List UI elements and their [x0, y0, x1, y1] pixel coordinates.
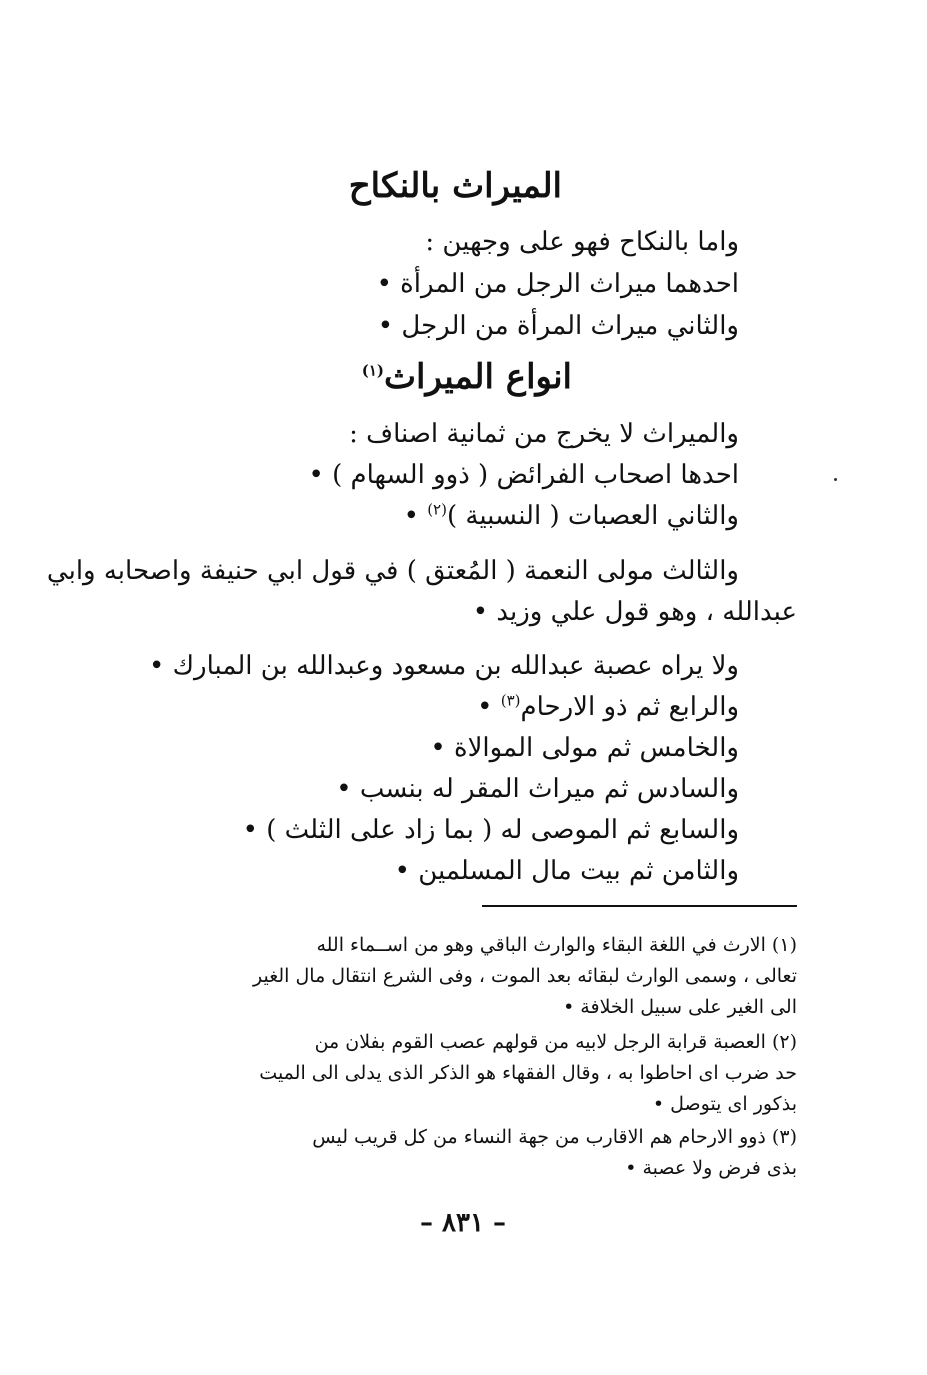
- intro-line-3: والثاني ميراث المرأة من الرجل •: [377, 311, 739, 341]
- footnote-marker-3: (٣): [500, 691, 521, 710]
- type-3-line-1: والثالث مولى النعمة ( المُعتق ) في قول ابي حنيفة واصحابه وابي: [46, 556, 739, 586]
- type-4-line: [477, 687, 739, 727]
- footnote-3-line-1: (٣) ذوو الارحام هم الاقارب من جهة النساء من كل قريب ليس: [312, 1126, 797, 1148]
- intro-line-1: واما بالنكاح فهو على وجهين :: [425, 227, 739, 257]
- footnote-separator: [482, 905, 797, 907]
- type-5-line: والخامس ثم مولى الموالاة •: [430, 733, 739, 763]
- type-7-line: والسابع ثم الموصى له ( بما زاد على الثلث ) •: [242, 815, 739, 845]
- footnote-1-line-2: تعالى ، وسمى الوارث لبقائه بعد الموت ، وفى الشرع انتقال مال الغير: [253, 965, 797, 987]
- heading2-text: انواع الميراث: [384, 357, 572, 397]
- page-number: – ٨٣١ –: [419, 1208, 507, 1238]
- footnote-3-line-2: بذى فرض ولا عصبة •: [625, 1157, 797, 1179]
- scan-speck: [834, 478, 837, 481]
- type-4-end: •: [477, 692, 501, 722]
- types-intro-line: والميراث لا يخرج من ثمانية اصناف :: [349, 419, 739, 449]
- type-1-line: احدها اصحاب الفرائض ( ذوو السهام ) •: [308, 460, 739, 490]
- type-6-line: والسادس ثم ميراث المقر له بنسب •: [336, 774, 739, 804]
- type-2-text: والثاني العصبات ( النسبية ): [446, 501, 739, 531]
- section-heading-inheritance-by-marriage: الميراث بالنكاح: [348, 166, 562, 206]
- footnote-1-line-3: الى الغير على سبيل الخلافة •: [563, 996, 797, 1018]
- type-2-end: •: [403, 501, 428, 531]
- intro-line-2: احدهما ميراث الرجل من المرأة •: [376, 269, 739, 299]
- type-8-line: والثامن ثم بيت مال المسلمين •: [394, 856, 739, 886]
- note-line: ولا يراه عصبة عبدالله بن مسعود وعبدالله بن المبارك •: [149, 651, 739, 681]
- type-2-line: [404, 496, 739, 536]
- footnote-marker-1: (١): [361, 361, 385, 380]
- footnote-1-line-1: (١) الارث في اللغة البقاء والوارث الباقي وهو من اســماء الله: [316, 934, 797, 956]
- footnote-2-line-1: (٢) العصبة قرابة الرجل لابيه من قولهم عصب القوم بفلان من: [314, 1031, 797, 1053]
- type-4-text: والرابع ثم ذو الارحام: [520, 692, 739, 722]
- footnote-marker-2: (٢): [427, 500, 447, 519]
- footnote-2-line-3: بذكور اى يتوصل •: [652, 1093, 797, 1115]
- type-3-line-2: عبدالله ، وهو قول علي وزيد •: [472, 597, 797, 627]
- footnote-2-line-2: حد ضرب اى احاطوا به ، وقال الفقهاء هو الذكر الذى يدلى الى الميت: [259, 1062, 797, 1084]
- section-heading-types-of-inheritance: [362, 353, 572, 401]
